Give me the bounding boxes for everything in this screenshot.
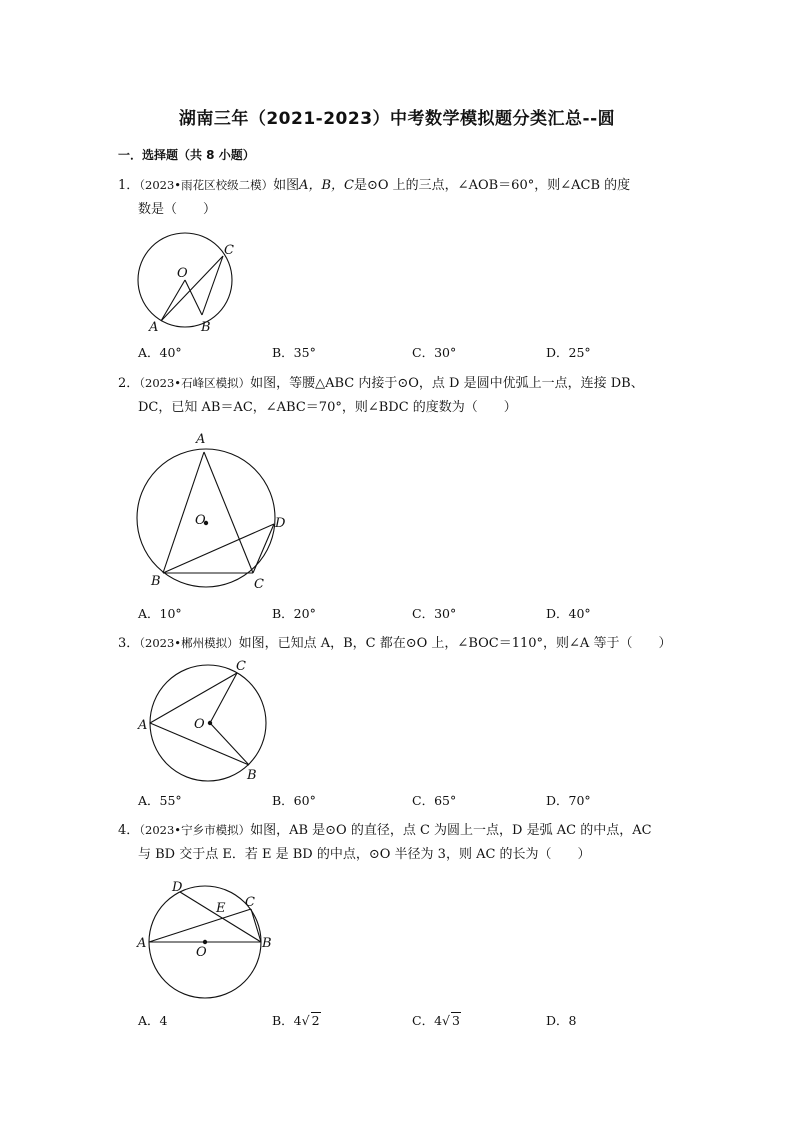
q4-option-c [412, 1011, 461, 1029]
q2-label-C: C [254, 577, 264, 592]
q1-option-d: D．25° [546, 345, 591, 360]
q2-option-d: D．40° [546, 606, 591, 621]
q2-label-B: B [151, 574, 161, 589]
q1-points: A，B，C [299, 178, 354, 193]
q4-label-D: D [172, 880, 183, 895]
question-4-stem [118, 818, 678, 867]
q4-option-c-label: C．4 [412, 1013, 443, 1028]
q1-segment-OA [161, 280, 185, 321]
sqrt-symbol: √ 2 [301, 1013, 320, 1028]
section-heading: 一．选择题（共 8 小题） [118, 148, 255, 162]
q1-segment-BC [202, 256, 223, 315]
q4-circle-figure [134, 876, 284, 1006]
q2-circle-figure [128, 428, 298, 598]
q1-text-part2: 是⊙O 上的三点，∠AOB＝60°，则∠ACB 的度 [354, 178, 631, 193]
q4-text-part1: 如图，AB 是⊙O 的直径，点 C 为圆上一点，D 是弧 AC 的中点，AC [250, 823, 652, 838]
q1-source: （2023•雨花区校级二模） [139, 178, 274, 192]
q2-label-D: D [275, 516, 286, 531]
q4-option-b-radicand: 2 [311, 1013, 320, 1028]
q1-circle-figure [128, 232, 248, 342]
q4-label-B: B [262, 936, 272, 951]
sqrt-symbol: √ 3 [442, 1013, 460, 1028]
q4-segment-AC [149, 909, 251, 942]
q4-option-b [272, 1011, 321, 1029]
q4-source: （2023•宁乡市模拟） [139, 823, 251, 837]
q3-label-O: O [194, 717, 205, 732]
q3-number: 3． [118, 636, 140, 651]
q4-number: 4． [118, 823, 140, 838]
question-1-stem [118, 173, 678, 222]
q1-option-c: C．30° [412, 345, 457, 360]
page-title: 湖南三年（2021-2023）中考数学模拟题分类汇总--圆 [178, 109, 616, 129]
q2-circle [137, 449, 275, 587]
q1-label-A: A [149, 320, 159, 335]
q3-option-d: D．70° [546, 793, 591, 808]
q3-center-dot [208, 721, 212, 725]
q4-option-c-radicand: 3 [452, 1013, 460, 1028]
q2-text-part1: 如图，等腰△ABC 内接于⊙O，点 D 是圆中优弧上一点，连接 DB、 [250, 376, 644, 391]
q3-option-a: A．55° [138, 793, 182, 808]
q1-option-a: A．40° [138, 345, 182, 360]
q2-segment-AC [204, 452, 253, 573]
q2-option-b: B．20° [272, 606, 316, 621]
q4-label-E: E [216, 901, 226, 916]
q2-option-c: C．30° [412, 606, 457, 621]
q3-segment-OB [210, 723, 249, 765]
q2-label-A: A [196, 432, 206, 447]
q2-segment-BD [163, 524, 274, 573]
q3-text-part1: 如图，已知点 A，B，C 都在⊙O 上，∠BOC＝110°，则∠A 等于（ ） [238, 636, 672, 651]
q1-label-B: B [201, 320, 211, 335]
q2-label-O: O [195, 513, 206, 528]
q2-text-part2: DC，已知 AB＝AC，∠ABC＝70°，则∠BDC 的度数为（ ） [138, 400, 517, 415]
q1-label-C: C [224, 243, 234, 258]
q2-source: （2023•石峰区模拟） [139, 376, 251, 390]
q4-label-A: A [137, 936, 147, 951]
q1-text-part3: 数是（ ） [138, 202, 217, 217]
q1-number: 1． [118, 178, 140, 193]
q4-text-part2: 与 BD 交于点 E．若 E 是 BD 的中点，⊙O 半径为 3，则 AC 的长为（ ） [138, 847, 591, 862]
q4-label-C: C [245, 895, 255, 910]
q3-option-b: B．60° [272, 793, 316, 808]
q1-segment-AC [161, 256, 223, 321]
q4-center-dot [203, 940, 207, 944]
q4-option-a: A．4 [138, 1013, 168, 1028]
q3-label-B: B [247, 768, 257, 783]
question-3-stem [118, 631, 678, 656]
q1-label-O: O [177, 266, 188, 281]
q3-circle-figure [130, 654, 270, 784]
q4-option-b-label: B．4 [272, 1013, 302, 1028]
q1-segment-OB [185, 280, 202, 315]
q3-source: （2023•郴州模拟） [139, 636, 239, 650]
q1-text-part1: 如图 [273, 178, 300, 193]
q1-option-b: B．35° [272, 345, 316, 360]
q2-option-a: A．10° [138, 606, 182, 621]
q4-option-d: D．8 [546, 1013, 577, 1028]
q2-number: 2． [118, 376, 140, 391]
q3-label-C: C [236, 659, 246, 674]
q3-label-A: A [138, 718, 148, 733]
q3-option-c: C．65° [412, 793, 457, 808]
question-2-stem [118, 371, 678, 420]
q4-label-O: O [196, 945, 207, 960]
